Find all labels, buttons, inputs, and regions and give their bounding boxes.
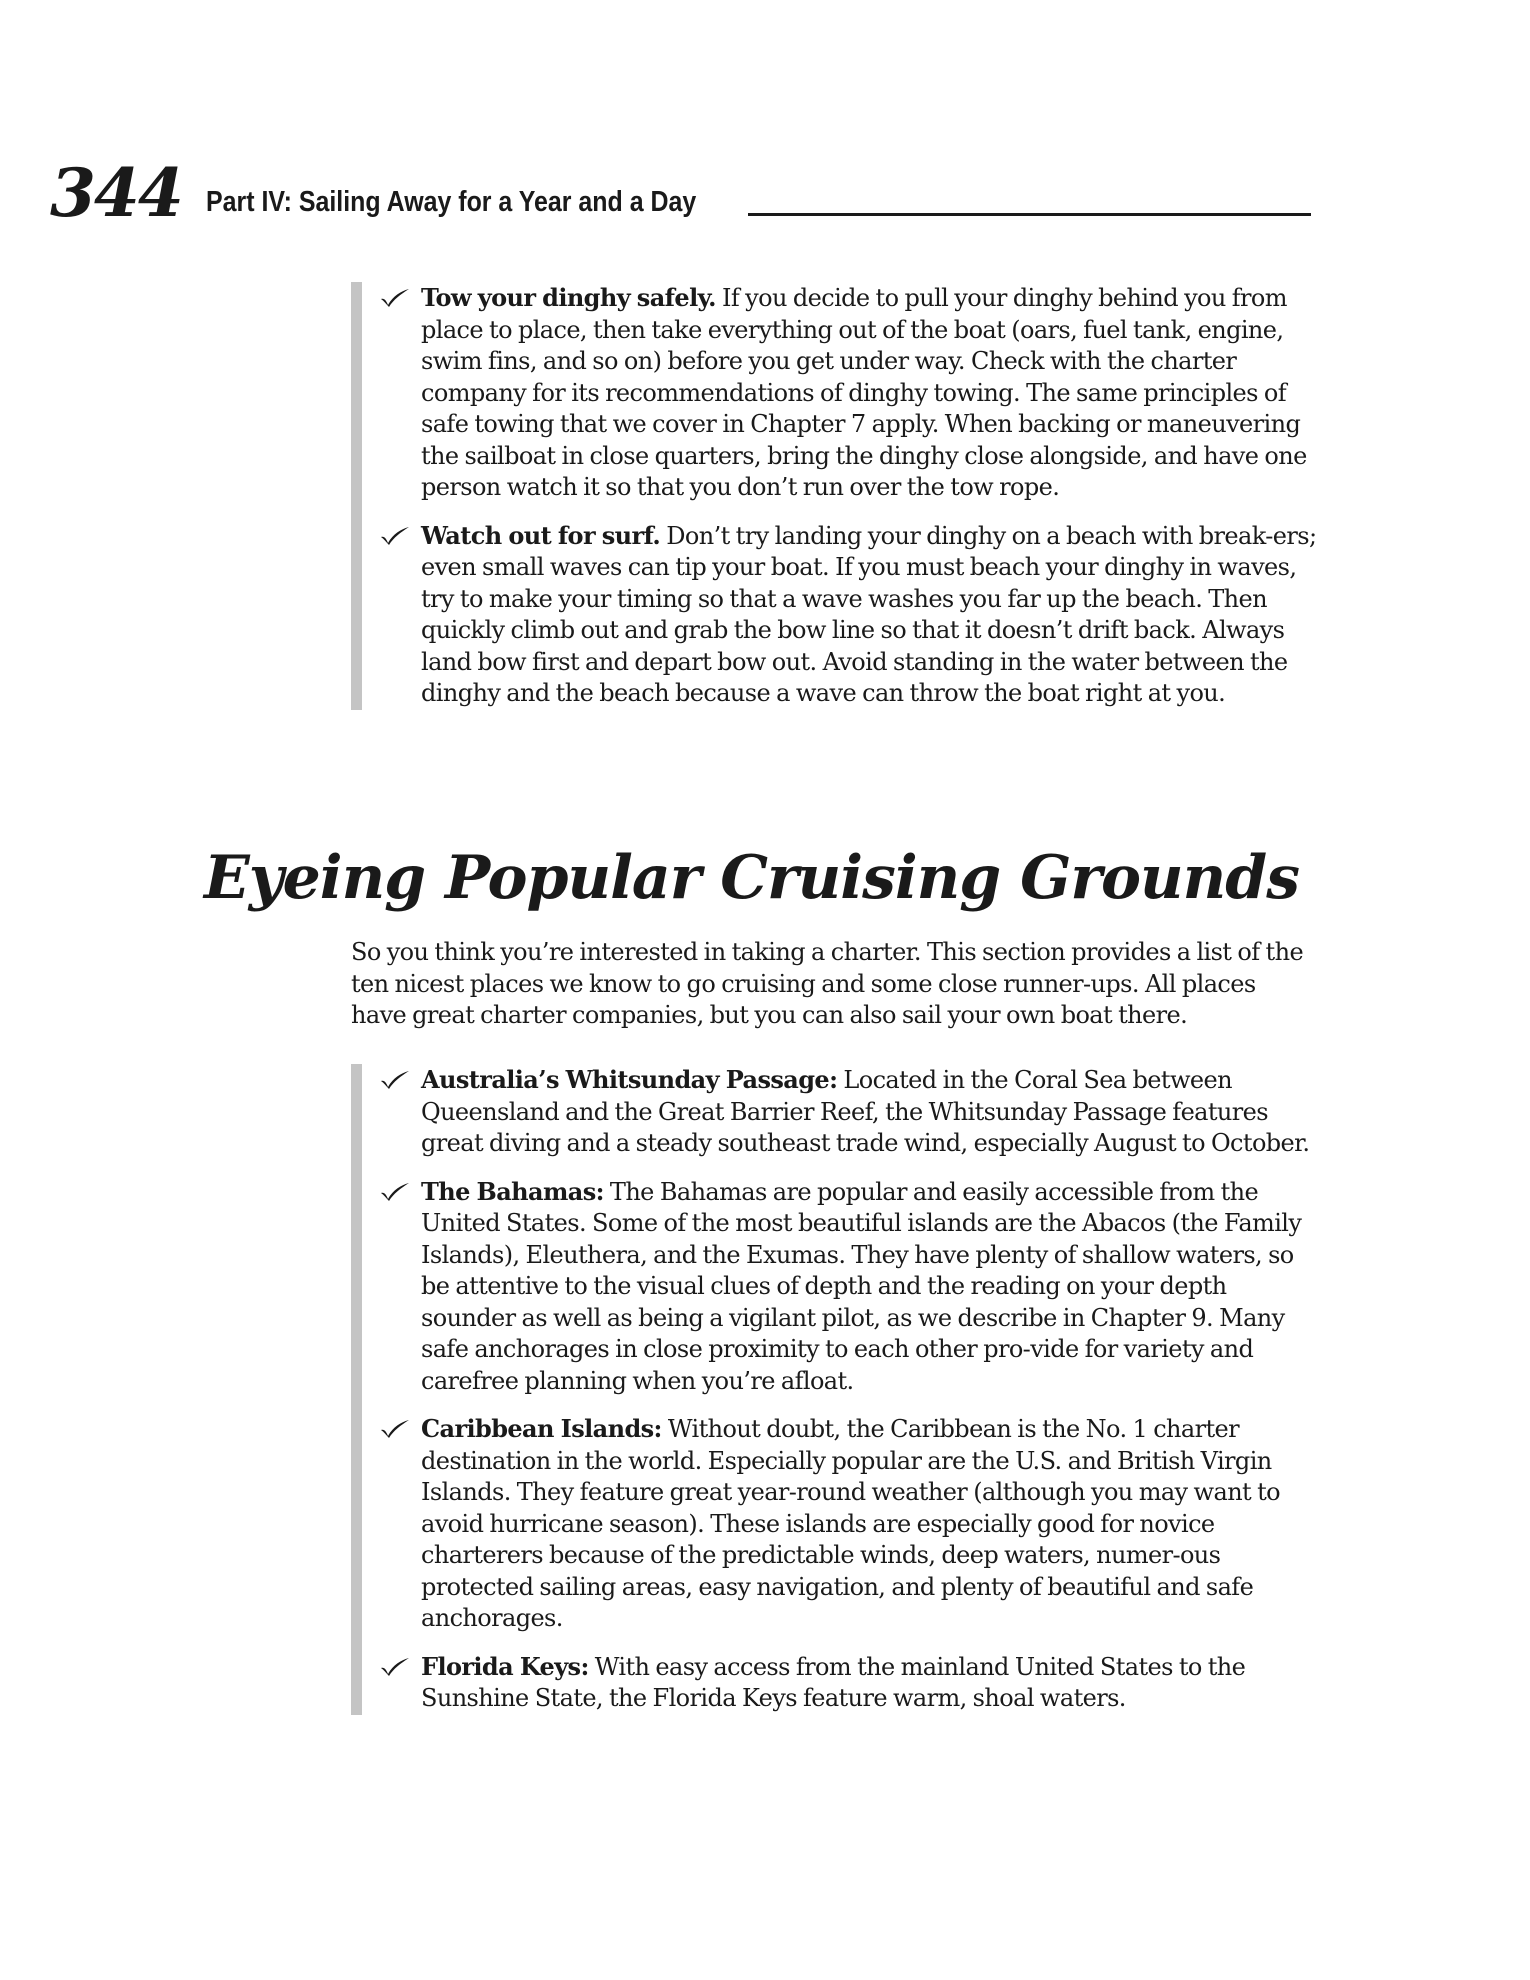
item-text: The Bahamas are popular and easily accessible from the United States. Some of the most beautiful islands are the Abacos (the Family Islands), Eleuthera, and the Exumas. They have plenty of shallow waters, so be attentive to the visual clues of depth and the reading on your depth sounder as well as being a vigilant pilot, as we describe in Chapter 9. Many safe anchorages in close proximity to each other pro-vide for variety and carefree planning when you’re afloat. xyxy=(421,1177,1302,1395)
item-title: Florida Keys: xyxy=(421,1651,589,1681)
running-head-rule xyxy=(748,213,1311,216)
check-icon xyxy=(380,1070,410,1090)
item-title: Australia’s Whitsunday Passage: xyxy=(421,1065,838,1094)
page-number: 344 xyxy=(50,154,182,232)
check-icon xyxy=(380,1657,410,1677)
item-text: With easy access from the mainland United States to the Sunshine State, the Florida Keys feature warm, shoal waters. xyxy=(421,1652,1246,1712)
check-icon xyxy=(380,526,410,546)
item-title: Caribbean Islands: xyxy=(421,1414,662,1443)
list-item xyxy=(362,520,1323,710)
list-item xyxy=(362,282,1323,504)
list-item xyxy=(362,1651,1323,1715)
item-title: Tow your dinghy safely. xyxy=(421,283,716,312)
list-item xyxy=(362,1176,1323,1398)
list-item xyxy=(362,1413,1323,1635)
running-head-title: Part IV: Sailing Away for a Year and a Day xyxy=(206,186,697,218)
item-text: Located in the Coral Sea between Queensland and the Great Barrier Reef, the Whitsunday Passage features great diving and a steady southeast trade wind, especially August to October. xyxy=(421,1066,1310,1157)
dinghy-tips-list xyxy=(351,282,1323,710)
section-heading: Eyeing Popular Cruising Grounds xyxy=(204,843,1299,913)
running-head xyxy=(206,180,1311,220)
check-icon xyxy=(380,1182,410,1202)
item-text: If you decide to pull your dinghy behind you from place to place, then take everything out of the boat (oars, fuel tank, engine, swim fins, and so on) before you get under way. Check with the charter company for its recommendations of dinghy towing. The same principles of safe towing that we cover in Chapter 7 apply. When backing or maneuvering the sailboat in close quarters, bring the dinghy close alongside, and have one person watch it so that you don’t run over the tow rope. xyxy=(421,284,1307,501)
section-intro: So you think you’re interested in taking a charter. This section provides a list of the ten nicest places we know to go cruising and some close runner-ups. All places have great charter companies, but you can also sail your own boat there. xyxy=(351,938,1304,1029)
item-text: Without doubt, the Caribbean is the No. 1 charter destination in the world. Especially popular are the U.S. and British Virgin Islands. They feature great year-round weather (although you may want to avoid hurricane season). These islands are especially good for novice charterers because of the predictable winds, deep waters, numer-ous protected sailing areas, easy navigation, and plenty of beautiful and safe anchorages. xyxy=(421,1415,1281,1632)
check-icon xyxy=(380,1419,410,1439)
check-icon xyxy=(380,288,410,308)
list-item xyxy=(362,1064,1323,1160)
destinations-list xyxy=(351,1064,1323,1715)
item-title: Watch out for surf. xyxy=(421,520,661,550)
item-title: The Bahamas: xyxy=(421,1176,604,1206)
item-text: Don’t try landing your dinghy on a beach with break-ers; even small waves can tip your boat. If you must beach your dinghy in waves, try to make your timing so that a wave washes you far up the beach. Then quickly climb out and grab the bow line so that it doesn’t drift back. Always land bow first and depart bow out. Avoid standing in the water between the dinghy and the beach because a wave can throw the boat right at you. xyxy=(421,521,1317,707)
